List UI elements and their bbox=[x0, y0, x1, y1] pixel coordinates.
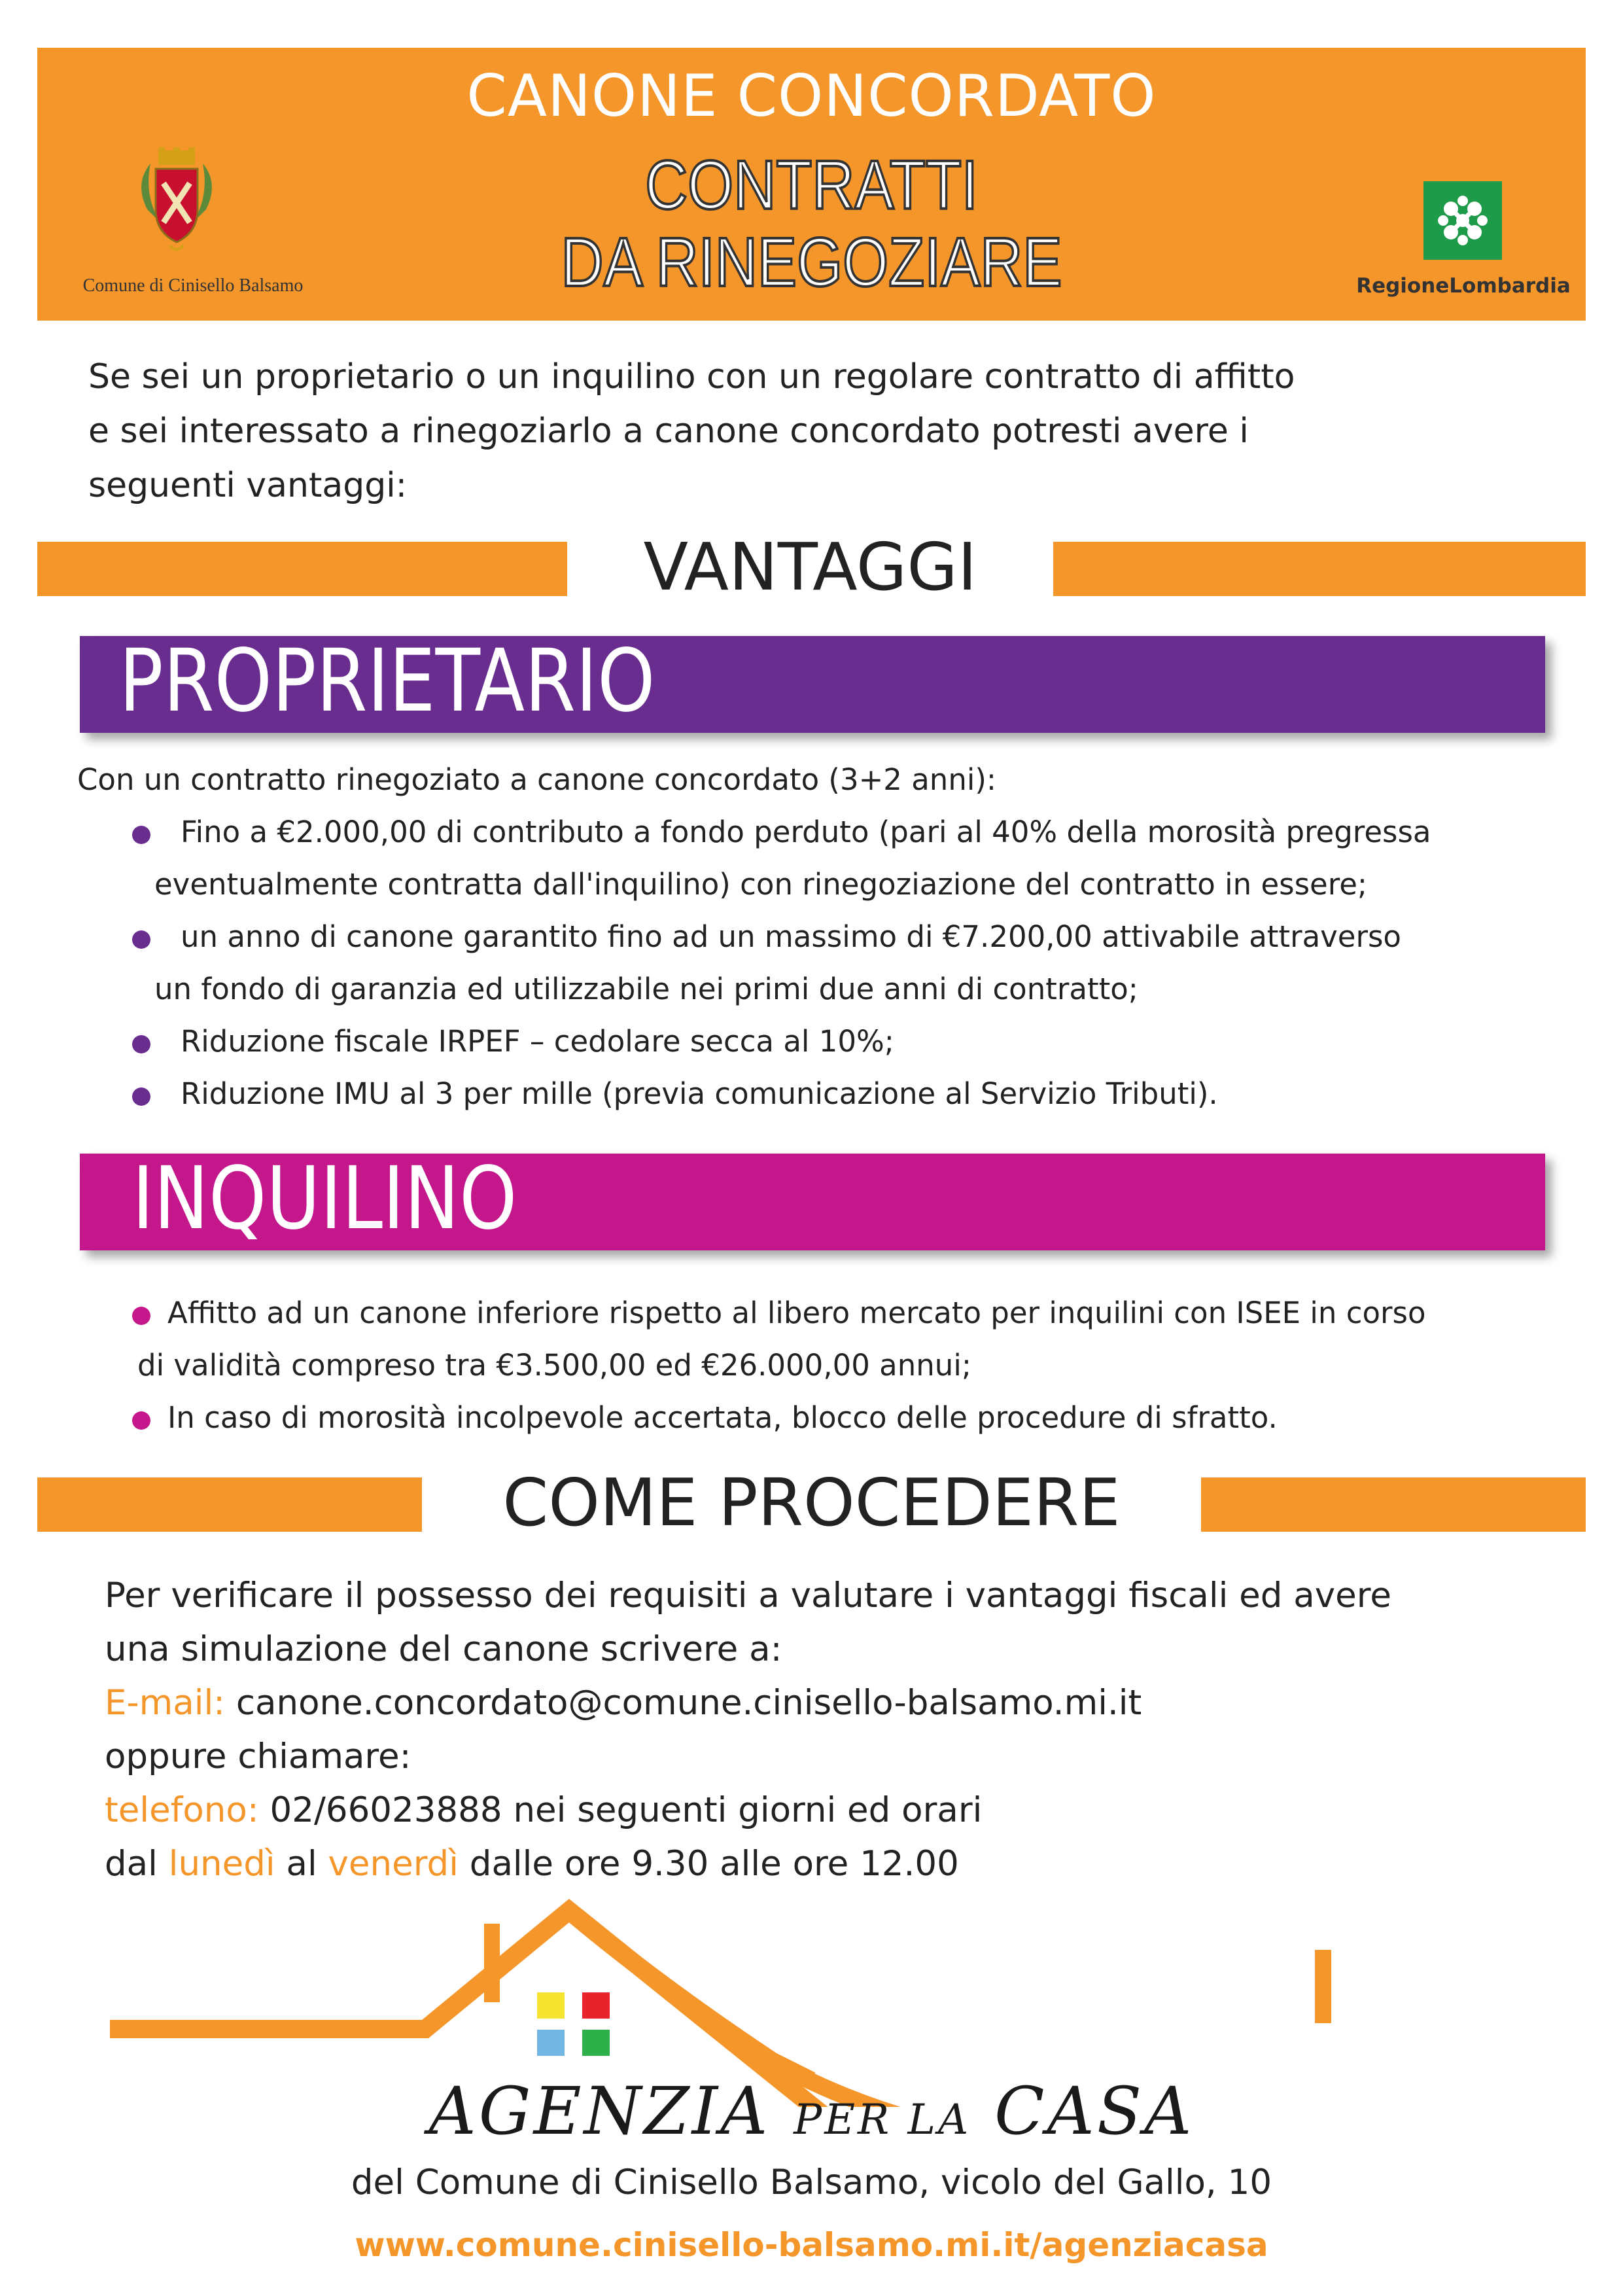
procedere-line-1: Per verificare il possesso dei requisiti a valutare i vantaggi fiscali ed avere bbox=[105, 1576, 1391, 1616]
intro-line: seguenti vantaggi: bbox=[88, 466, 408, 505]
page-subtitle-line1: CONTRATTI bbox=[645, 147, 978, 224]
phone-label: telefono: bbox=[105, 1790, 259, 1830]
proprietario-bullet-2-line1: un anno di canone garantito fino ad un massimo di €7.200,00 attivabile attraverso bbox=[181, 919, 1401, 954]
agency-title-word: CASA bbox=[994, 2073, 1195, 2149]
agency-title bbox=[0, 2073, 1623, 2149]
hours-word: dal bbox=[105, 1844, 158, 1884]
inquilino-band bbox=[80, 1148, 1545, 1250]
section-bar-right bbox=[1053, 542, 1586, 596]
agency-title-word: AGENZIA bbox=[428, 2073, 771, 2149]
proprietario-bullet-2-line2: un fondo di garanzia ed utilizzabile nei primi due anni di contratto; bbox=[154, 972, 1138, 1006]
proprietario-bullet-1-line1: Fino a €2.000,00 di contributo a fondo perduto (pari al 40% della morosità pregressa bbox=[181, 815, 1431, 849]
come-procedere-heading: COME PROCEDERE bbox=[502, 1464, 1121, 1541]
page-subtitle-line2: DA RINEGOZIARE bbox=[561, 224, 1062, 301]
bullet-dot bbox=[132, 1411, 150, 1430]
proprietario-title: PROPRIETARIO bbox=[119, 631, 655, 732]
inquilino-bullet-1-line2: di validità compreso tra €3.500,00 ed €26.000,00 annui; bbox=[137, 1348, 971, 1383]
bullet-dot bbox=[132, 826, 150, 844]
hours-day-end: venerdì bbox=[328, 1844, 459, 1884]
proprietario-band bbox=[80, 631, 1545, 733]
hours-time: dalle ore 9.30 alle ore 12.00 bbox=[469, 1844, 959, 1884]
bullet-dot bbox=[132, 1307, 150, 1325]
email-address[interactable]: canone.concordato@comune.cinisello-balsamo.mi.it bbox=[236, 1683, 1142, 1723]
regione-rose-icon bbox=[1423, 181, 1502, 260]
comune-crest-logo bbox=[131, 144, 222, 258]
bullet-dot bbox=[132, 1035, 150, 1053]
regione-label: RegioneLombardia bbox=[1356, 274, 1571, 298]
agency-address: del Comune di Cinisello Balsamo, vicolo del Gallo, 10 bbox=[351, 2163, 1272, 2202]
agency-url-link[interactable]: www.comune.cinisello-balsamo.mi.it/agenziacasa bbox=[355, 2226, 1268, 2264]
intro-line: e sei interessato a rinegoziarlo a canone concordato potresti avere i bbox=[88, 412, 1249, 451]
section-bar-right bbox=[1201, 1477, 1586, 1532]
email-label: E-mail: bbox=[105, 1683, 226, 1723]
bullet-dot bbox=[132, 930, 150, 949]
bullet-dot bbox=[132, 1087, 150, 1106]
inquilino-title: INQUILINO bbox=[132, 1148, 517, 1249]
header-banner bbox=[37, 48, 1586, 321]
email-row bbox=[105, 1683, 1142, 1723]
intro-line: Se sei un proprietario o un inquilino con un regolare contratto di affitto bbox=[88, 357, 1295, 397]
vantaggi-heading: VANTAGGI bbox=[643, 529, 977, 605]
proprietario-lead: Con un contratto rinegoziato a canone concordato (3+2 anni): bbox=[77, 762, 997, 797]
intro-paragraph bbox=[88, 350, 1397, 513]
inquilino-bullet-2: In caso di morosità incolpevole accertata, blocco delle procedure di sfratto. bbox=[167, 1400, 1278, 1435]
procedere-line-4: oppure chiamare: bbox=[105, 1737, 411, 1776]
page-title: CANONE CONCORDATO bbox=[466, 62, 1157, 130]
phone-text[interactable]: 02/66023888 nei seguenti giorni ed orari bbox=[270, 1790, 983, 1830]
hours-row bbox=[105, 1844, 959, 1884]
section-bar-left bbox=[37, 1477, 422, 1532]
proprietario-bullet-3: Riduzione fiscale IRPEF – cedolare secca al 10%; bbox=[181, 1024, 894, 1059]
regione-lombardia-logo bbox=[1423, 181, 1502, 260]
section-bar-left bbox=[37, 542, 567, 596]
procedere-line-2: una simulazione del canone scrivere a: bbox=[105, 1629, 782, 1669]
proprietario-bullet-1-line2: eventualmente contratta dall'inquilino) con rinegoziazione del contratto in essere; bbox=[154, 867, 1368, 902]
comune-label: Comune di Cinisello Balsamo bbox=[82, 275, 304, 296]
agency-title-word: PER LA bbox=[794, 2096, 971, 2144]
inquilino-bullet-1-line1: Affitto ad un canone inferiore rispetto al libero mercato per inquilini con ISEE in corso bbox=[167, 1296, 1426, 1330]
phone-row bbox=[105, 1790, 982, 1830]
hours-word: al bbox=[286, 1844, 317, 1884]
proprietario-bullet-4: Riduzione IMU al 3 per mille (previa comunicazione al Servizio Tributi). bbox=[181, 1076, 1218, 1111]
hours-day-start: lunedì bbox=[168, 1844, 275, 1884]
